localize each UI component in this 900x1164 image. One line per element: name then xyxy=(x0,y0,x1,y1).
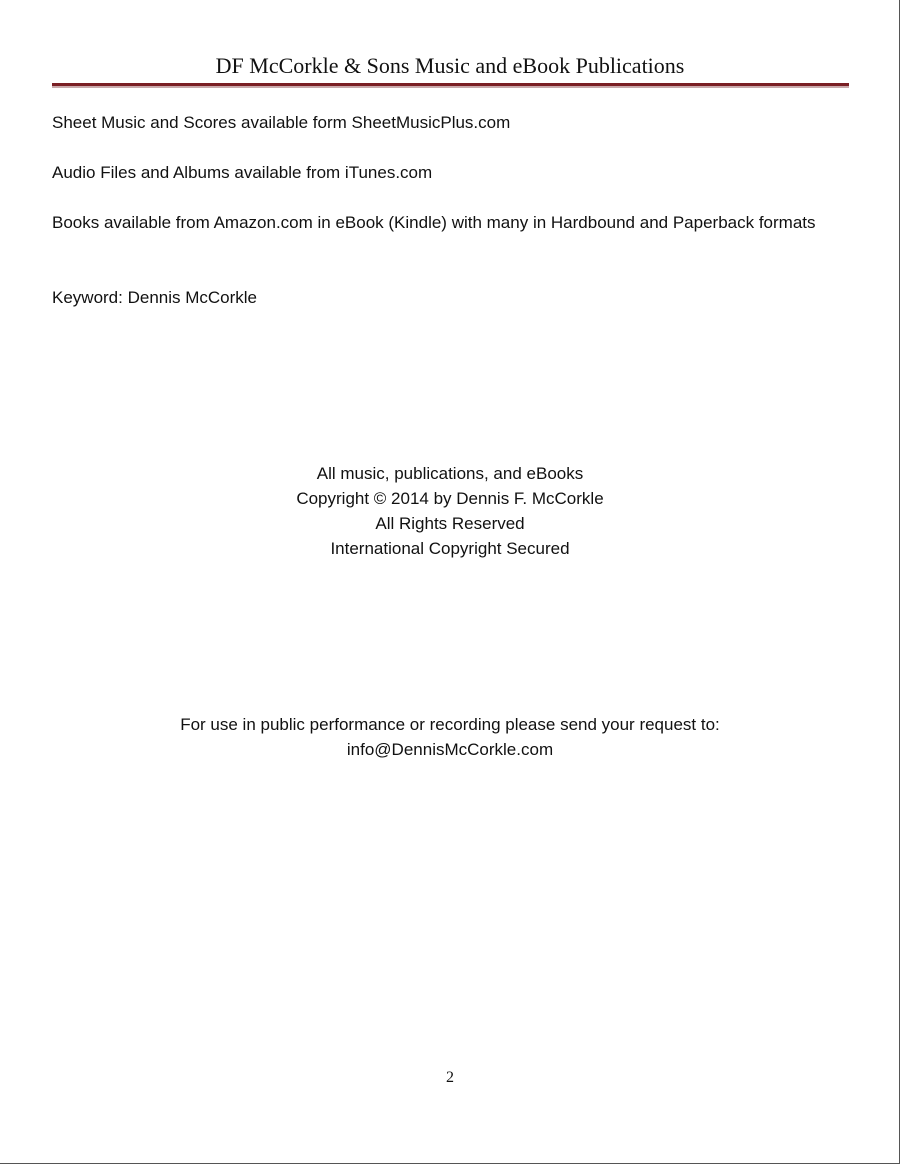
copyright-line-1: All music, publications, and eBooks xyxy=(316,464,584,483)
header-title: DF McCorkle & Sons Music and eBook Publications xyxy=(215,53,685,78)
books-line: Books available from Amazon.com in eBook (Kindle) with many in Hardbound and Paperback formats xyxy=(52,213,816,232)
request-line: For use in public performance or recording please send your request to: xyxy=(180,715,720,734)
audio-files-line: Audio Files and Albums available from iTunes.com xyxy=(52,163,433,182)
sheet-music-line: Sheet Music and Scores available form SheetMusicPlus.com xyxy=(52,113,511,132)
copyright-block xyxy=(0,461,900,561)
header-rule-shadow xyxy=(52,86,849,88)
copyright-line-2: Copyright © 2014 by Dennis F. McCorkle xyxy=(296,489,604,508)
request-email: info@DennisMcCorkle.com xyxy=(346,740,554,759)
page-number: 2 xyxy=(446,1069,454,1086)
keyword-line: Keyword: Dennis McCorkle xyxy=(52,288,258,307)
request-block xyxy=(0,712,900,762)
copyright-line-3: All Rights Reserved xyxy=(375,514,525,533)
copyright-line-4: International Copyright Secured xyxy=(330,539,570,558)
